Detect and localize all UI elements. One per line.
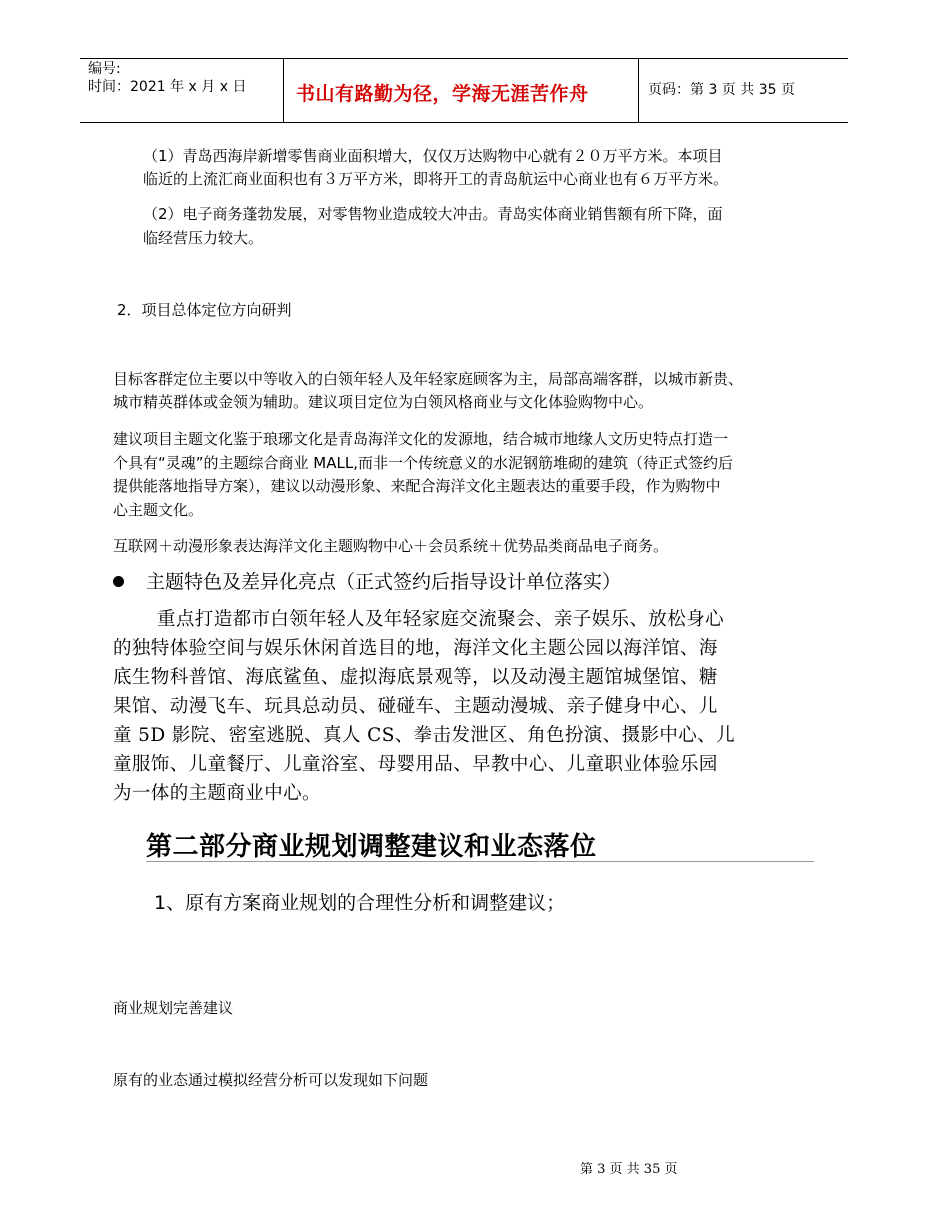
theme-paragraph-line-2: 个具有“灵魂”的主题综合商业 MALL,而非一个传统意义的水泥钢筋堆砌的建筑（待正式签约后 (113, 454, 733, 472)
bullet-dot-icon (113, 576, 124, 587)
theme-paragraph-line-3: 提供能落地指导方案），建议以动漫形象、来配合海洋文化主题表达的重要手段，作为购物中 (113, 477, 721, 495)
paragraph-2-line-1: （2）电子商务蓬勃发展，对零售物业造成较大冲击。青岛实体商业销售额有所下降，面 (143, 205, 723, 223)
paragraph-1-line-1: （1）青岛西海岸新增零售商业面积增大，仅仅万达购物中心就有２０万平方米。本项目 (143, 147, 723, 165)
target-paragraph-line-2: 城市精英群体或金领为辅助。建议项目定位为白领风格商业与文化体验购物中心。 (113, 393, 654, 411)
theme-paragraph-line-4: 心主题文化。 (113, 501, 204, 519)
header-bottom-border (80, 122, 848, 123)
target-paragraph-line-1: 目标客群定位主要以中等收入的白领年轻人及年轻家庭顾客为主，局部高端客群，以城市新贵、 (113, 370, 744, 388)
footer-page-number: 第 3 页 共 35 页 (580, 1162, 678, 1177)
paragraph-1-line-2: 临近的上流汇商业面积也有３万平方米，即将开工的青岛航运中心商业也有６万平方米。 (143, 170, 729, 188)
plan-suggestion-label: 商业规划完善建议 (113, 999, 234, 1017)
header-motto: 书山有路勤为径，学海无涯苦作舟 (296, 83, 589, 105)
feature-line-3: 底生物科普馆、海底鲨鱼、虚拟海底景观等，以及动漫主题馆城堡馆、糖 (113, 667, 718, 688)
subsection-1-heading: 1、原有方案商业规划的合理性分析和调整建议； (154, 892, 566, 914)
part-2-heading: 第二部分商业规划调整建议和业态落位 (146, 832, 597, 862)
feature-line-4: 果馆、动漫飞车、玩具总动员、碰碰车、主题动漫城、亲子健身中心、儿 (113, 696, 718, 717)
feature-line-1: 重点打造都市白领年轻人及年轻家庭交流聚会、亲子娱乐、放松身心 (157, 609, 725, 630)
feature-line-5: 童 5D 影院、密室逃脱、真人 CS、拳击发泄区、角色扮演、摄影中心、儿 (113, 725, 735, 746)
bullet-heading: 主题特色及差异化亮点（正式签约后指导设计单位落实） (146, 571, 622, 593)
header-top-border (80, 58, 848, 59)
document-code-label: 编号: (88, 61, 121, 77)
header-divider-right (638, 58, 639, 123)
header-page-info: 页码：第 3 页 共 35 页 (648, 82, 795, 98)
issues-intro-label: 原有的业态通过模拟经营分析可以发现如下问题 (113, 1071, 429, 1089)
document-date: 时间：2021 年 x 月 x 日 (88, 79, 247, 95)
header-divider-left (283, 58, 284, 123)
theme-paragraph-line-1: 建议项目主题文化鉴于琅琊文化是青岛海洋文化的发源地，结合城市地缘人文历史特点打造一 (113, 430, 729, 448)
formula-line: 互联网＋动漫形象表达海洋文化主题购物中心＋会员系统＋优势品类商品电子商务。 (113, 537, 669, 555)
feature-line-2: 的独特体验空间与娱乐休闲首选目的地，海洋文化主题公园以海洋馆、海 (113, 638, 718, 659)
part-2-heading-underline (146, 861, 814, 862)
section-2-title: 2．项目总体定位方向研判 (117, 301, 292, 319)
feature-line-7: 为一体的主题商业中心。 (113, 783, 321, 804)
paragraph-2-line-2: 临经营压力较大。 (143, 229, 264, 247)
feature-line-6: 童服饰、儿童餐厅、儿童浴室、母婴用品、早教中心、儿童职业体验乐园 (113, 754, 718, 775)
